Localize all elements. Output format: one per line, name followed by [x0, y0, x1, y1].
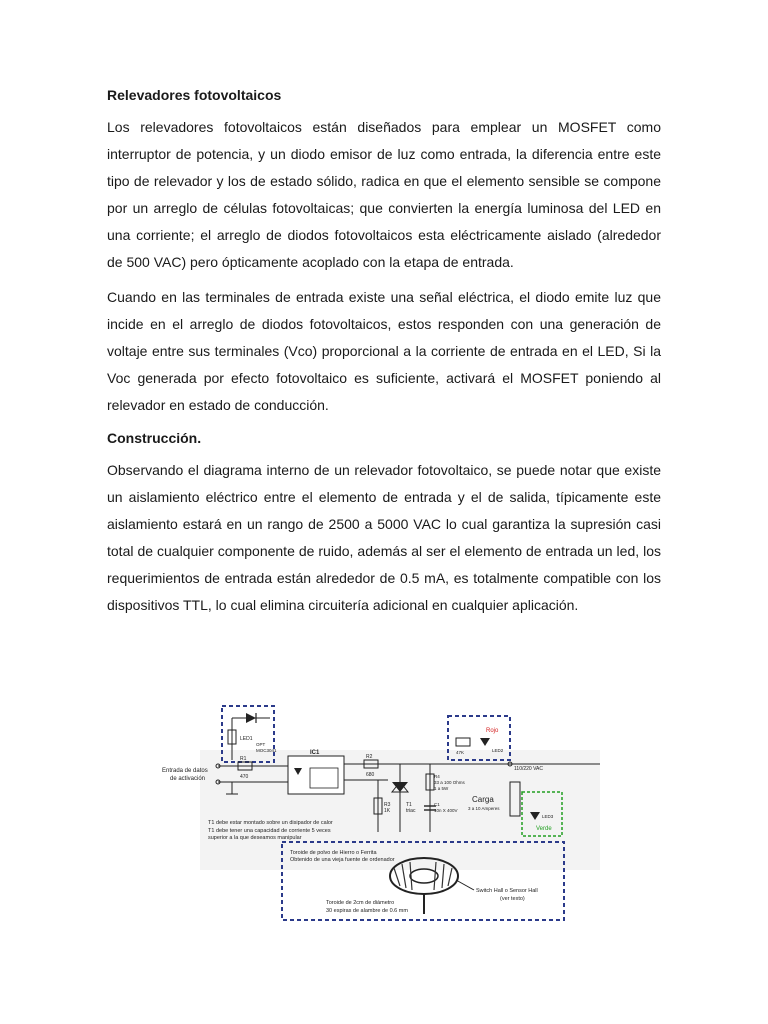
led2-diode	[480, 738, 490, 746]
paragraph-2: Cuando en las terminales de entrada existe una señal eléctrica, el diodo emite luz que incide en el arreglo de diodos fotovoltaicos, estos responden con una generación de voltaje entre sus terminales (Vco) proporcional a la corriente de entrada en el LED, Si la Voc generada por efecto fotovoltaico es suficiente, activará el MOSFET poniendo al relevador en estado de conducción.	[107, 289, 661, 413]
r2-label: R2	[366, 754, 373, 760]
led1-label: LED1	[240, 736, 253, 742]
note-3: superior a la que deseamos manipular	[208, 835, 302, 841]
note-2: T1 debe tener una capacidad de corriente 5 veces	[208, 828, 331, 834]
ac-label: 110/220 VAC	[514, 766, 544, 772]
section-heading-relevadores: Relevadores fotovoltaicos	[107, 87, 282, 103]
verde-label: Verde	[536, 826, 552, 832]
paragraph-1: Los relevadores fotovoltaicos están diseñados para emplear un MOSFET como interruptor de potencia, y un diodo emisor de luz como entrada, la diferencia entre este tipo de relevador y los de estado sólido, radica en que el elemento sensible se compone por un arreglo de células fotovoltaicas; que convierten la energía luminosa del LED en una corriente; el arreglo de diodos fotovoltaicos esta eléctricamente aislado (alrededor de 500 VAC) pero ópticamente acoplado con la etapa de entrada.	[107, 119, 661, 270]
toroid-label-2: Obtenido de una vieja fuente de ordenador	[290, 857, 395, 863]
toroid-label-1: Toroide de polvo de Hierro o Ferrita	[290, 850, 377, 856]
ic1-part-2: MOC3041	[256, 748, 277, 753]
input-label-line1: Entrada de datos	[162, 768, 208, 774]
r4-value: 33 a 100 Ohms	[434, 780, 465, 785]
hall-label-2: (ver texto)	[500, 896, 525, 902]
led2-label: LED2	[492, 748, 504, 753]
toroid-inner	[410, 869, 438, 883]
r1-value: 470	[240, 774, 249, 780]
section-heading-construccion: Construcción.	[107, 430, 202, 446]
led1-diode	[246, 713, 256, 723]
c1-value: 10n X 400V	[434, 808, 458, 813]
t1-type: triac	[406, 808, 416, 814]
toroid-label-3: Toroide de 2cm de diámetro	[326, 900, 395, 906]
c1-label: C1	[434, 802, 440, 807]
rojo-label: Rojo	[486, 728, 499, 734]
circuit-diagram-svg	[160, 702, 602, 922]
input-label-line2: de activación	[170, 776, 206, 782]
r4-label: R4	[434, 774, 440, 779]
led3-label: LED3	[542, 814, 554, 819]
hall-label-1: Switch Hall o Sensor Hall	[476, 888, 538, 894]
ic1-part-1: OPT	[256, 742, 266, 747]
r4-watt: 1 a 5W	[434, 786, 449, 791]
carga-sub: 3 a 10 Amperes	[468, 806, 500, 811]
r1-label: R1	[240, 756, 247, 762]
paragraph-3: Observando el diagrama interno de un relevador fotovoltaico, se puede notar que existe un aislamiento eléctrico entre el elemento de entrada y el de salida, típicamente este aislamiento estará en un rango de 2500 a 5000 VAC lo cual garantiza la supresión casi total de cualquier componente de ruido, además al ser el elemento de entrada un led, los requerimientos de entrada están alrededor de 0.5 mA, es totalmente compatible con los dispositivos TTL, lo cual elimina circuitería adicional en cualquier aplicación.	[107, 462, 661, 613]
ic1-detector	[310, 768, 338, 788]
hall-pointer	[456, 880, 474, 890]
r2-value: 680	[366, 772, 375, 778]
carga-label: Carga	[472, 795, 494, 804]
r3-value: 1K	[384, 808, 391, 814]
toroid-label-4: 30 espiras de alambre de 0.6 mm	[326, 908, 408, 914]
ic1-label: IC1	[310, 750, 320, 756]
r5-value: 47K	[456, 750, 465, 755]
document-page	[107, 86, 661, 627]
circuit-diagram	[160, 702, 602, 922]
t1-label: T1	[406, 802, 412, 808]
note-1: T1 debe estar montado sobre un disipador de calor	[208, 820, 333, 826]
r3-label: R3	[384, 802, 391, 808]
r5-resistor	[456, 738, 470, 746]
